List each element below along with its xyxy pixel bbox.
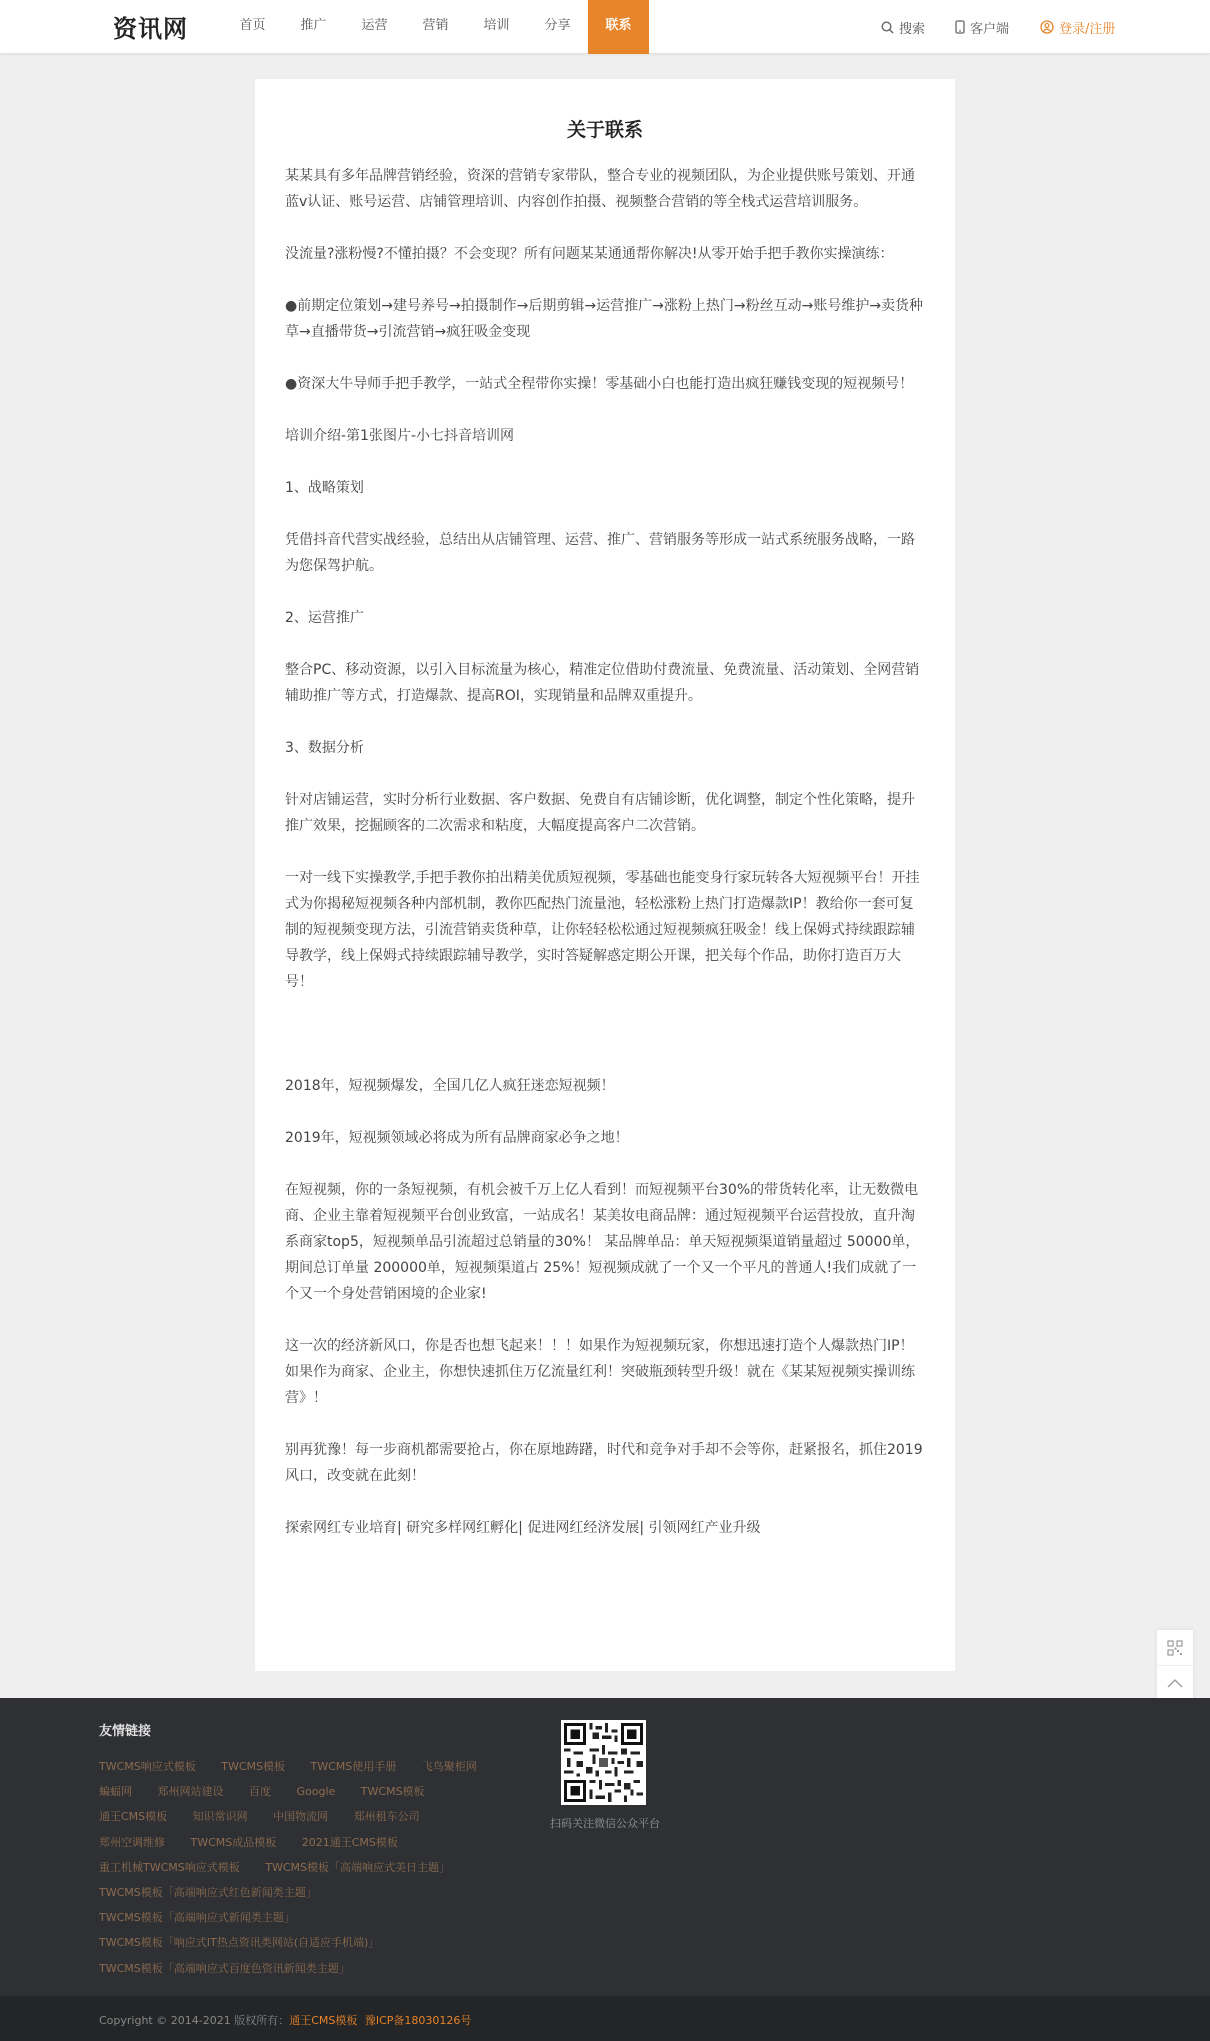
friend-links [99,1758,539,1985]
site-header [0,0,1210,54]
link-row [99,1934,539,1959]
section-heading: 2、运营推广 [285,610,364,626]
article-paragraph: 针对店铺运营，实时分析行业数据、客户数据、免费自有店铺诊断，优化调整，制定个性化策略，提升推广效果，挖掘顾客的二次需求和粘度，大幅度提高客户二次营销。 [285,792,915,834]
friend-link[interactable]: 2021通王CMS模板 [301,1835,398,1849]
friend-link[interactable]: 百度 [249,1785,271,1799]
nav-item-share[interactable]: 分享 [544,18,571,33]
article-paragraph: ●前期定位策划→建号养号→拍摄制作→后期剪辑→运营推广→涨粉上热门→粉丝互动→账号维护→卖货种草→直播带货→引流营销→疯狂吸金变现 [285,298,924,340]
friend-link[interactable]: TWCMS模板「高端响应式新闻类主题」 [99,1911,295,1925]
login-label: 登录/注册 [1059,21,1116,37]
qrcode-caption: 扫码关注微信公众平台 [550,1817,660,1830]
friend-links-title: 友情链接 [99,1724,152,1739]
article-paragraph: 2019年，短视频领域必将成为所有品牌商家必争之地！ [285,1130,629,1146]
friend-link[interactable]: 郑州租车公司 [353,1810,420,1824]
friend-link[interactable]: TWCMS响应式模板 [99,1760,196,1773]
site-logo[interactable]: 资讯网 [113,15,188,43]
search-icon [881,21,894,34]
search-button[interactable] [881,0,925,54]
side-qrcode-button[interactable] [1157,1630,1193,1665]
article-paragraph: ●资深大牛导师手把手教学，一站式全程带你实操！零基础小白也能打造出疯狂赚钱变现的短视频号！ [285,376,914,392]
link-row [99,1859,539,1884]
link-row [99,1960,539,1985]
link-row [99,1808,539,1833]
article-paragraph: 2018年，短视频爆发，全国几亿人疯狂迷恋短视频！ [285,1078,615,1094]
article-paragraph: 整合PC、移动资源，以引入目标流量为核心，精准定位借助付费流量、免费流量、活动策划、全网营销辅助推广等方式，打造爆款、提高ROI，实现销量和品牌双重提升。 [285,662,920,704]
nav-item-operation[interactable]: 运营 [361,18,388,33]
section-heading: 1、战略策划 [285,480,364,496]
article-paragraph: 在短视频，你的一条短视频，有机会被千万上亿人看到！而短视频平台30%的带货转化率，让无数微电商、企业主靠着短视频平台创业致富，一站成名！某美妆电商品牌：通过短视频平台运营投放，直升淘系商家top5，短视频单品引流超过总销量的30%！ 某品牌单品：单天短视频渠道销量超过 50000单，期间总订单量 200000单，短视频渠道占 25%！短视频成就了一个又一个平凡的普通人!我们成就了一个又一个身处营销困境的企业家! [285,1182,920,1302]
back-to-top-button[interactable] [1157,1665,1193,1700]
wechat-qrcode [561,1720,646,1805]
user-icon [1040,20,1054,34]
friend-link[interactable]: TWCMS模板 [360,1785,425,1799]
friend-link[interactable]: TWCMS模板「响应式IT热点资讯类网站(自适应手机端)」 [99,1936,380,1950]
search-label: 搜索 [899,21,926,37]
image-caption: 培训介绍-第1张图片-小七抖音培训网 [285,428,515,444]
friend-link[interactable]: TWCMS模板「高端响应式红色新闻类主题」 [99,1885,317,1899]
copyright-text [99,2012,471,2028]
nav-item-contact[interactable]: 联系 [588,0,649,54]
side-toolbar [1157,1630,1193,1700]
nav-item-marketing[interactable]: 营销 [422,18,449,33]
link-row [99,1783,539,1808]
link-row [99,1884,539,1909]
article-paragraph: 这一次的经济新风口，你是否也想飞起来！！！如果作为短视频玩家，你想迅速打造个人爆款热门IP！如果作为商家、企业主，你想快速抓住万亿流量红利！突破瓶颈转型升级！就在《某某短视频实操训练营》！ [285,1338,915,1406]
section-heading: 3、数据分析 [285,740,364,756]
phone-icon [955,20,965,34]
main-nav [222,0,649,54]
article-card [255,79,955,1671]
qrcode-icon [1167,1640,1183,1656]
article-content [285,163,925,1567]
article-paragraph: 没流量?涨粉慢?不懂拍摄？不会变现？所有问题某某通通帮你解决!从零开始手把手教你实操演练： [285,246,894,262]
friend-link[interactable]: 蝙蝠网 [99,1785,132,1799]
friend-link[interactable]: 中国物流网 [273,1810,329,1824]
friend-link[interactable]: 郑州网站建设 [157,1785,224,1799]
article-paragraph: 别再犹豫！每一步商机都需要抢占，你在原地踌躇，时代和竞争对手却不会等你，赶紧报名，抓住2019风口，改变就在此刻！ [285,1442,923,1484]
qrcode-image [564,1723,643,1802]
friend-link[interactable]: TWCMS模板「高端响应式百度色资讯新闻类主题」 [99,1961,350,1975]
friend-link[interactable]: 郑州空调维修 [99,1835,165,1849]
icp-link[interactable]: 豫ICP备18030126号 [364,2014,472,2027]
link-row [99,1758,539,1783]
friend-link[interactable]: 知识常识网 [192,1810,248,1824]
friend-link[interactable]: TWCMS模板 [221,1760,285,1773]
client-label: 客户端 [970,21,1010,37]
article-title: 关于联系 [566,119,643,141]
article-paragraph: 某某具有多年品牌营销经验，资深的营销专家带队，整合专业的视频团队，为企业提供账号策划、开通蓝v认证、账号运营、店铺管理培训、内容创作拍摄、视频整合营销的等全栈式运营培训服务。 [285,168,915,210]
article-paragraph: 探索网红专业培育| 研究多样网红孵化| 促进网红经济发展| 引领网红产业升级 [285,1520,761,1536]
article-paragraph: 一对一线下实操教学,手把手教你拍出精美优质短视频，零基础也能变身行家玩转各大短视频平台！开挂式为你揭秘短视频各种内部机制，教你匹配热门流量池，轻松涨粉上热门打造爆款IP！教给你一套可复制的短视频变现方法，引流营销卖货种草，让你轻轻松松通过短视频疯狂吸金！线上保姆式持续跟踪辅导教学，线上保姆式持续跟踪辅导教学，实时答疑解惑定期公开课，把关每个作品，助你打造百万大号！ [285,870,920,990]
copyright-bar [0,1996,1210,2041]
chevron-up-icon [1167,1678,1183,1688]
friend-link[interactable]: 飞鸟聚柜网 [421,1760,477,1773]
friend-link[interactable]: 重工机械TWCMS响应式模板 [99,1860,240,1874]
friend-link[interactable]: TWCMS模板「高端响应式美日主题」 [265,1860,450,1874]
link-row [99,1909,539,1934]
link-row [99,1834,539,1859]
client-button[interactable] [955,0,1009,54]
site-footer [0,1698,1210,1996]
login-register-link[interactable] [1040,0,1115,54]
copyright-prefix: Copyright © 2014-2021 版权所有： [99,2014,290,2027]
article-paragraph: 凭借抖音代营实战经验，总结出从店铺管理、运营、推广、营销服务等形成一站式系统服务战略，一路为您保驾护航。 [285,532,915,574]
nav-item-training[interactable]: 培训 [483,18,510,33]
friend-link[interactable]: 通王CMS模板 [99,1810,168,1824]
friend-link[interactable]: TWCMS成品模板 [190,1835,277,1849]
copyright-link[interactable]: 通王CMS模板 [289,2014,358,2027]
nav-item-home[interactable]: 首页 [239,18,266,33]
nav-item-promotion[interactable]: 推广 [300,18,327,33]
friend-link[interactable]: Google [296,1785,336,1799]
friend-link[interactable]: TWCMS使用手册 [310,1760,397,1773]
